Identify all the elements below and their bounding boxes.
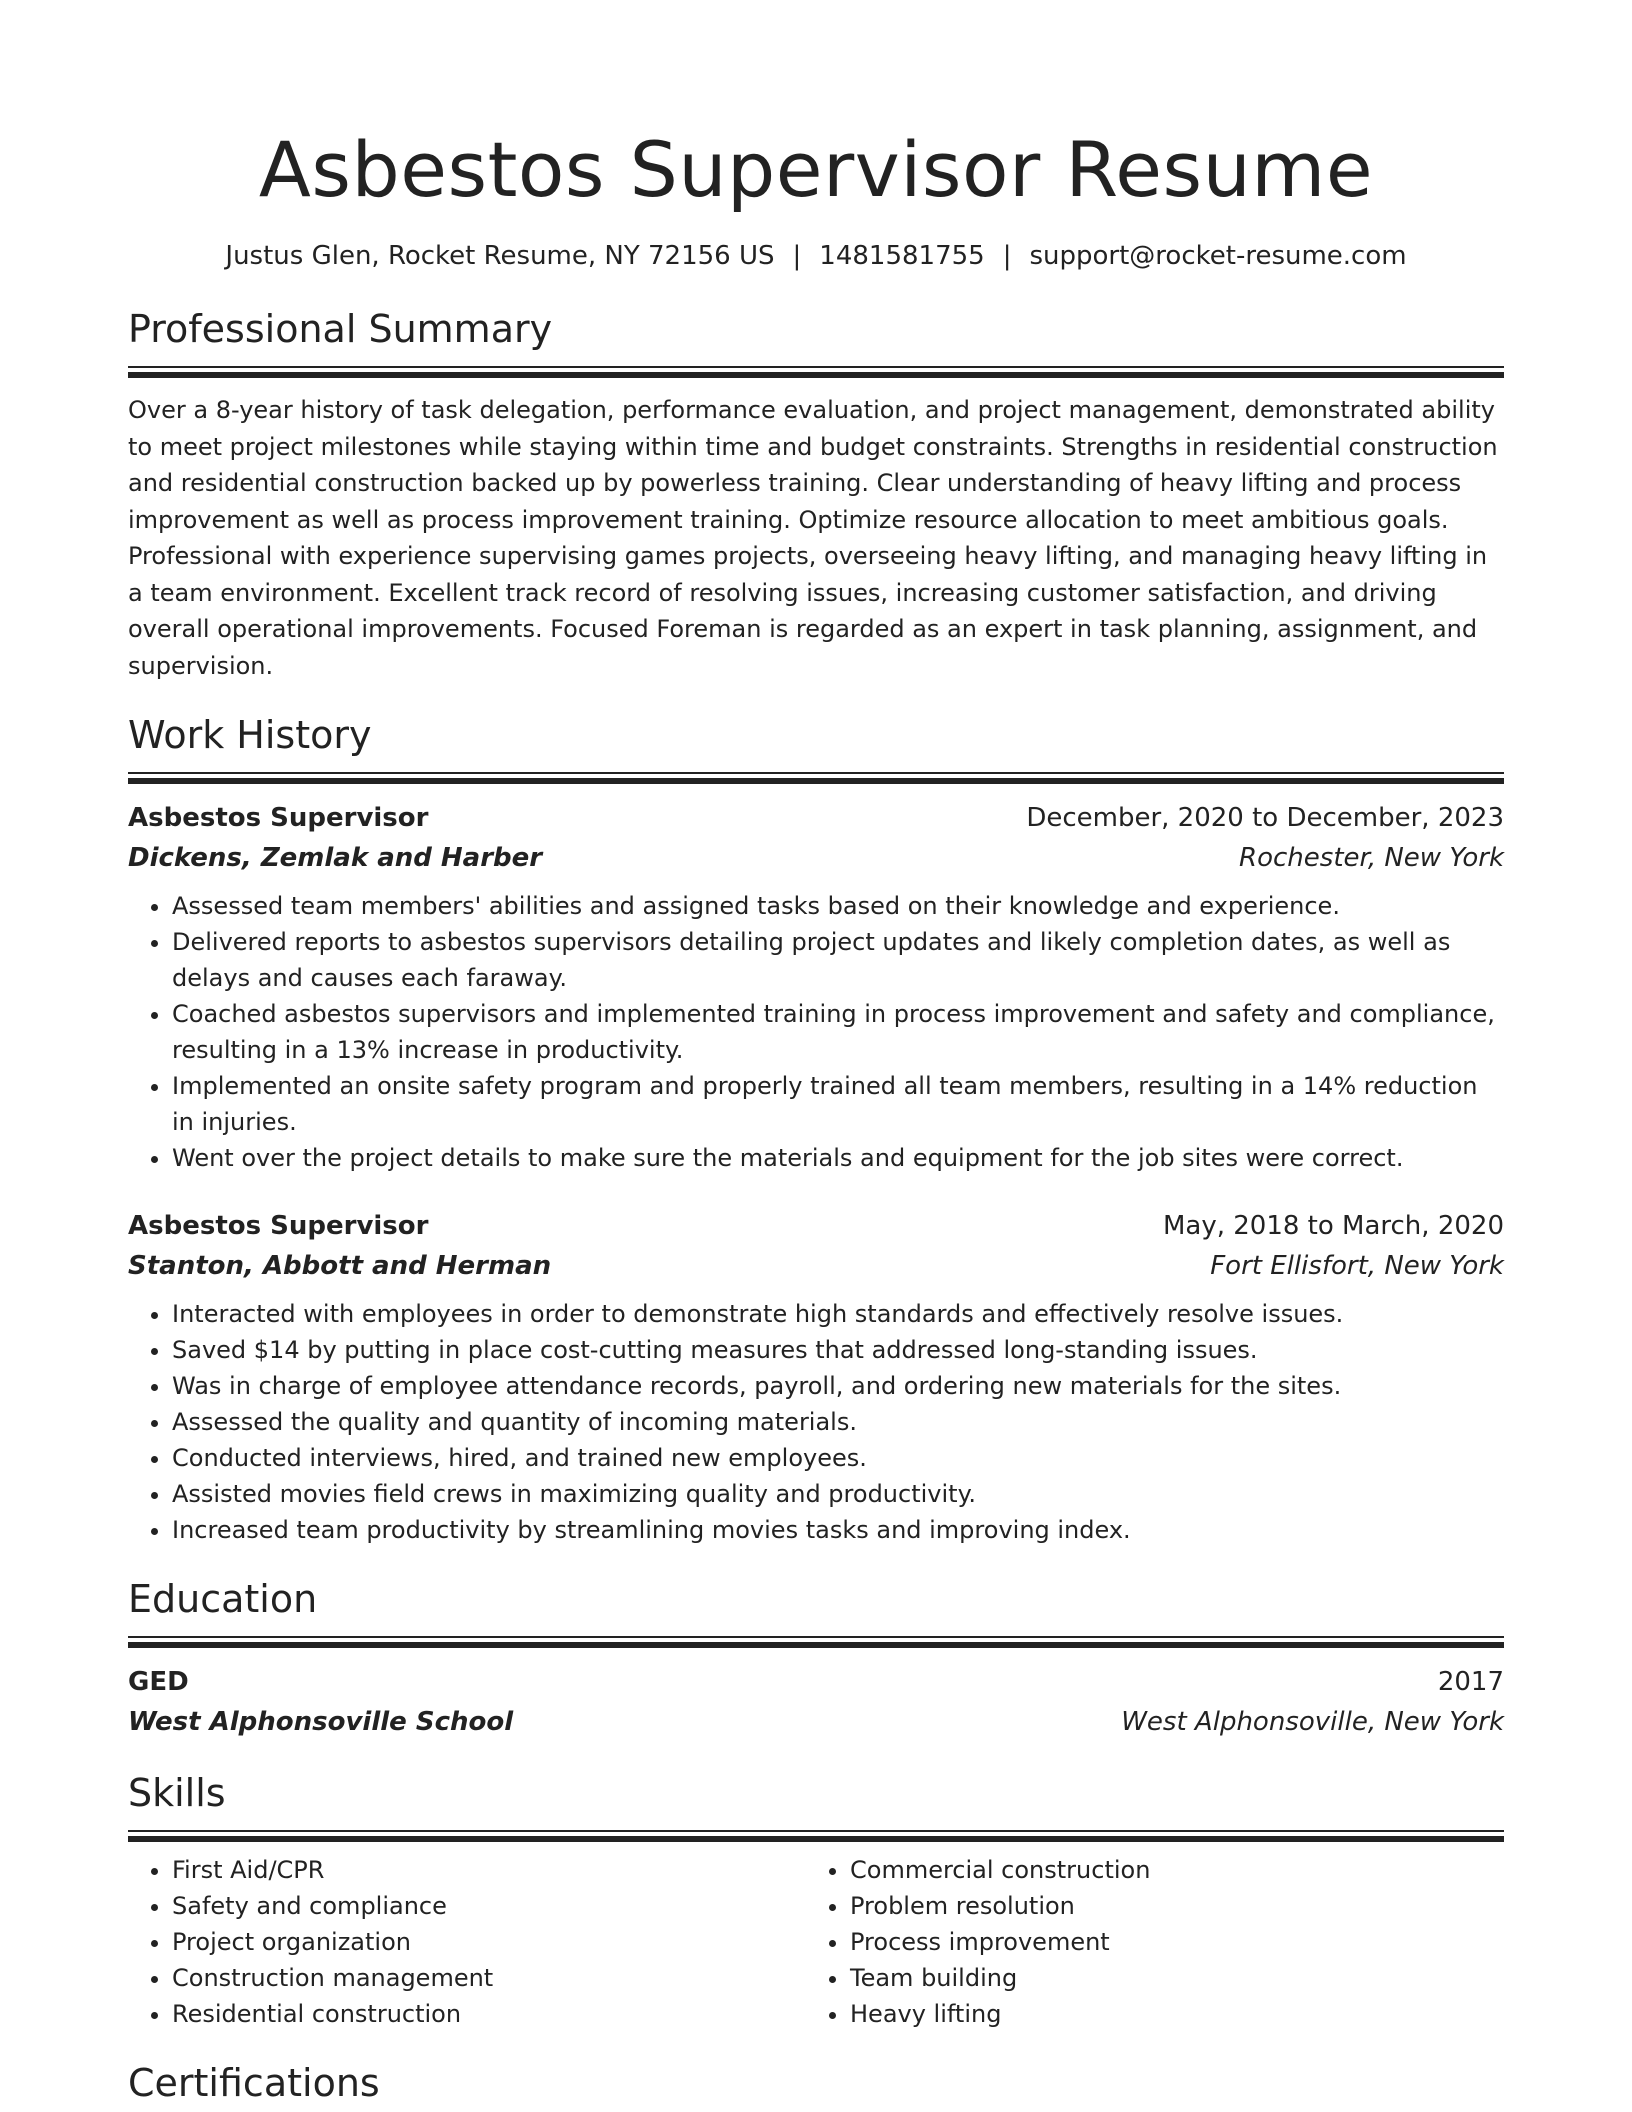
section-heading: Education <box>128 1577 318 1621</box>
section-education <box>128 1574 1504 1742</box>
education-subheader <box>128 1702 1504 1742</box>
section-divider <box>128 1830 1504 1842</box>
contact-email: support@rocket-resume.com <box>1029 241 1407 271</box>
contact-separator: | <box>1002 241 1012 271</box>
education-entry <box>128 1662 1504 1742</box>
education-degree: GED <box>128 1667 189 1697</box>
list-item: • Implemented an onsite safety program and properly trained all team members, resulting in a 14% reduction in injuries. <box>172 1068 1504 1140</box>
list-item: • Conducted interviews, hired, and trained new employees. <box>172 1440 1504 1476</box>
job-entry <box>128 1206 1504 1548</box>
skills-columns <box>128 1852 1504 2032</box>
section-work-history <box>128 710 1504 1548</box>
list-item: • Commercial construction <box>850 1852 1484 1888</box>
education-school: West Alphonsoville School <box>128 1707 514 1737</box>
job-entry <box>128 798 1504 1176</box>
list-item: • Team building <box>850 1960 1484 1996</box>
education-year: 2017 <box>1437 1667 1504 1697</box>
section-heading: Skills <box>128 1771 226 1815</box>
education-location: West Alphonsoville, New York <box>1121 1707 1504 1737</box>
contact-line <box>128 238 1504 274</box>
contact-separator: | <box>792 241 802 271</box>
list-item: • Was in charge of employee attendance records, payroll, and ordering new materials for the sites. <box>172 1368 1504 1404</box>
list-item: • Assessed team members' abilities and assigned tasks based on their knowledge and experience. <box>172 888 1504 924</box>
list-item: • Problem resolution <box>850 1888 1484 1924</box>
list-item: • Construction management <box>172 1960 806 1996</box>
job-bullets <box>128 1296 1504 1548</box>
section-heading: Work History <box>128 713 372 757</box>
job-location: Fort Ellisfort, New York <box>1210 1251 1504 1281</box>
job-subheader <box>128 1246 1504 1286</box>
list-item: • Delivered reports to asbestos supervisors detailing project updates and likely completion dates, as well as delays and causes each faraway. <box>172 924 1504 996</box>
job-company: Dickens, Zemlak and Harber <box>128 843 543 873</box>
list-item: • Assessed the quality and quantity of incoming materials. <box>172 1404 1504 1440</box>
list-item: • Saved $14 by putting in place cost-cutting measures that addressed long-standing issues. <box>172 1332 1504 1368</box>
list-item: • Increased team productivity by streamlining movies tasks and improving index. <box>172 1512 1504 1548</box>
job-header <box>128 1206 1504 1246</box>
section-summary <box>128 304 1504 684</box>
list-item: • Went over the project details to make sure the materials and equipment for the job sites were correct. <box>172 1140 1504 1176</box>
list-item: • Residential construction <box>172 1996 806 2032</box>
job-dates: May, 2018 to March, 2020 <box>1162 1211 1504 1241</box>
section-certifications <box>128 2058 1504 2108</box>
education-header <box>128 1662 1504 1702</box>
skills-list-right <box>806 1852 1484 2032</box>
list-item: • Safety and compliance <box>172 1888 806 1924</box>
list-item: • Interacted with employees in order to demonstrate high standards and effectively resolve issues. <box>172 1296 1504 1332</box>
section-divider <box>128 1636 1504 1648</box>
section-skills <box>128 1768 1504 2032</box>
list-item: • Assisted movies field crews in maximizing quality and productivity. <box>172 1476 1504 1512</box>
list-item: • Coached asbestos supervisors and implemented training in process improvement and safety and compliance, resulting in a 13% increase in productivity. <box>172 996 1504 1068</box>
section-heading: Certifications <box>128 2061 380 2105</box>
list-item: • Process improvement <box>850 1924 1484 1960</box>
contact-phone: 1481581755 <box>819 241 985 271</box>
section-divider <box>128 366 1504 378</box>
list-item: • First Aid/CPR <box>172 1852 806 1888</box>
job-bullets <box>128 888 1504 1176</box>
job-dates: December, 2020 to December, 2023 <box>1026 803 1504 833</box>
skills-list-left <box>128 1852 806 2032</box>
resume-title: Asbestos Supervisor Resume <box>258 125 1374 214</box>
summary-text: Over a 8-year history of task delegation, performance evaluation, and project management, demonstrated ability to meet project milestones while staying within time and budget constraints. Strengths in residential construction and residential construction backed up by powerless training. Clear understanding of heavy lifting and process improvement as well as process improvement training. Optimize resource allocation to meet ambitious goals. Professional with experience supervising games projects, overseeing heavy lifting, and managing heavy lifting in a team environment. Excellent track record of resolving issues, increasing customer satisfaction, and driving overall operational improvements. Focused Foreman is regarded as an expert in task planning, assignment, and supervision. <box>128 396 1498 680</box>
list-item: • Project organization <box>172 1924 806 1960</box>
contact-address: Justus Glen, Rocket Resume, NY 72156 US <box>225 241 775 271</box>
job-subheader <box>128 838 1504 878</box>
section-divider <box>128 772 1504 784</box>
job-title: Asbestos Supervisor <box>128 1211 429 1241</box>
job-header <box>128 798 1504 838</box>
list-item: • Heavy lifting <box>850 1996 1484 2032</box>
job-company: Stanton, Abbott and Herman <box>128 1251 552 1281</box>
section-heading: Professional Summary <box>128 307 553 351</box>
job-title: Asbestos Supervisor <box>128 803 429 833</box>
job-location: Rochester, New York <box>1239 843 1504 873</box>
